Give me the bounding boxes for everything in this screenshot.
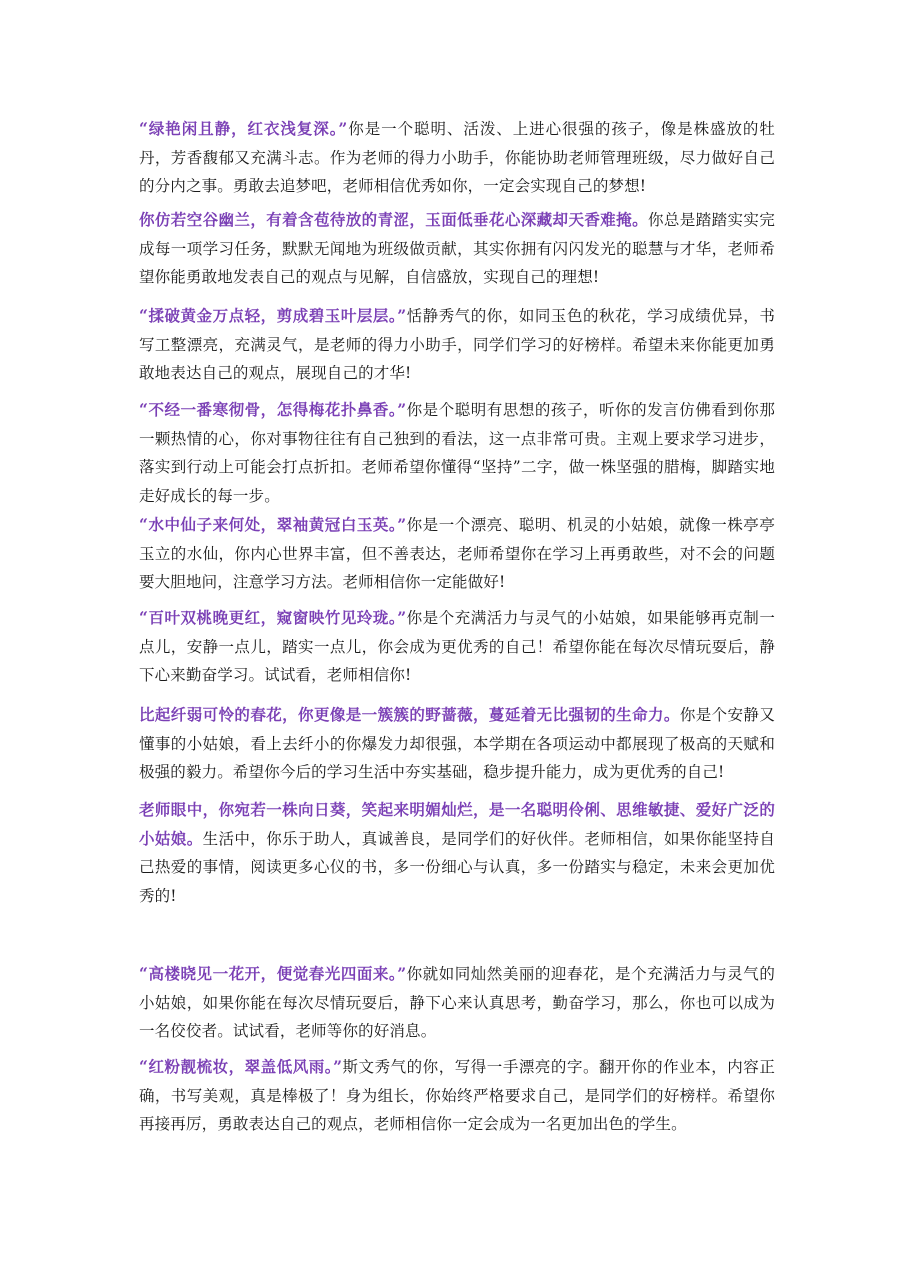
paragraph-body: 斯文秀气的你，写得一手漂亮的字。翻开你的作业本，内容正确，书写美观，真是棒极了！身为组长，你始终严格要求自己，是同学们的好榜样。希望你再接再厉，勇敢表达自己的观点，老师相信你一定会成为一名更加出色的学生。 [139,1058,775,1133]
paragraph-body: 生活中，你乐于助人，真诚善良，是同学们的好伙伴。老师相信，如果你能坚持自己热爱的事情，阅读更多心仪的书，多一份细心与认真，多一份踏实与稳定，未来会更加优秀的! [139,829,775,905]
comment-paragraph-4 [139,396,775,510]
paragraph-body: 恬静秀气的你，如同玉色的秋花，学习成绩优异，书写工整漂亮，充满灵气，是老师的得力小助手，同学们学习的好榜样。希望未来你能更加勇敢地表达自己的观点，展现自己的才华! [139,307,775,382]
paragraph-highlight: “百叶双桃晚更红，窥窗映竹见玲珑。” [139,608,407,627]
comment-paragraph-8 [139,796,775,910]
paragraph-body: 你总是踏踏实实完成每一项学习任务，默默无闻地为班级做贡献，其实你拥有闪闪发光的聪慧与才华，老师希望你能勇敢地发表自己的观点与见解，自信盛放，实现自己的理想! [139,211,775,286]
paragraph-highlight: 你仿若空谷幽兰，有着含苞待放的青涩，玉面低垂花心深藏却天香难掩。 [139,210,648,229]
paragraph-body: 你就如同灿然美丽的迎春花，是个充满活力与灵气的小姑娘，如果你能在每次尽情玩耍后，静下心来认真思考，勤奋学习，那么，你也可以成为一名佼佼者。试试看，老师等你的好消息。 [139,965,775,1040]
paragraph-body: 你是个充满活力与灵气的小姑娘，如果能够再克制一点儿，安静一点儿，踏实一点儿，你会成为更优秀的自己！希望你能在每次尽情玩耍后，静下心来勤奋学习。试试看，老师相信你! [139,609,775,684]
paragraph-body: 你是个安静又懂事的小姑娘，看上去纤小的你爆发力却很强，本学期在各项运动中都展现了极高的天赋和极强的毅力。希望你今后的学习生活中夯实基础，稳步提升能力，成为更优秀的自己! [139,706,775,781]
paragraph-highlight: 老师眼中，你宛若一株向日葵，笑起来明媚灿烂，是一名聪明伶俐、思维敏捷、爱好广泛的小姑娘。 [139,800,775,848]
paragraph-highlight: “水中仙子来何处，翠袖黄冠白玉英。” [139,515,407,534]
paragraph-body: 你是一个聪明、活泼、上进心很强的孩子，像是株盛放的牡丹，芳香馥郁又充满斗志。作为老师的得力小助手，你能协助老师管理班级，尽力做好自己的分内之事。勇敢去追梦吧，老师相信优秀如你，一定会实现自己的梦想! [139,120,775,195]
comment-paragraph-5 [139,511,775,597]
paragraph-highlight: “绿艳闲且静，红衣浅复深。” [139,119,348,138]
comment-paragraph-9 [139,960,775,1046]
comment-paragraph-7 [139,701,775,787]
comment-paragraph-6 [139,604,775,690]
paragraph-body: 你是个聪明有思想的孩子，听你的发言仿佛看到你那一颗热情的心，你对事物往往有自己独到的看法，这一点非常可贵。主观上要求学习进步，落实到行动上可能会打点折扣。老师希望你懂得“坚持”二字，做一株坚强的腊梅，脚踏实地走好成长的每一步。 [139,401,775,505]
comment-paragraph-1 [139,115,775,201]
paragraph-highlight: “揉破黄金万点轻，剪成碧玉叶层层。” [139,306,407,325]
paragraph-highlight: “不经一番寒彻骨，怎得梅花扑鼻香。” [139,400,407,419]
comment-paragraph-3 [139,302,775,388]
comment-paragraph-10 [139,1053,775,1139]
paragraph-highlight: 比起纤弱可怜的春花，你更像是一簇簇的野蔷薇，蔓延着无比强韧的生命力。 [139,705,680,724]
comment-paragraph-2 [139,206,775,292]
paragraph-body: 你是一个漂亮、聪明、机灵的小姑娘，就像一株亭亭玉立的水仙，你内心世界丰富，但不善表达，老师希望你在学习上再勇敢些，对不会的问题要大胆地问，注意学习方法。老师相信你一定能做好! [139,516,775,591]
paragraph-highlight: “红粉靓梳妆，翠盖低风雨。” [139,1057,343,1076]
paragraph-highlight: “高楼晓见一花开，便觉春光四面来。” [139,964,407,983]
